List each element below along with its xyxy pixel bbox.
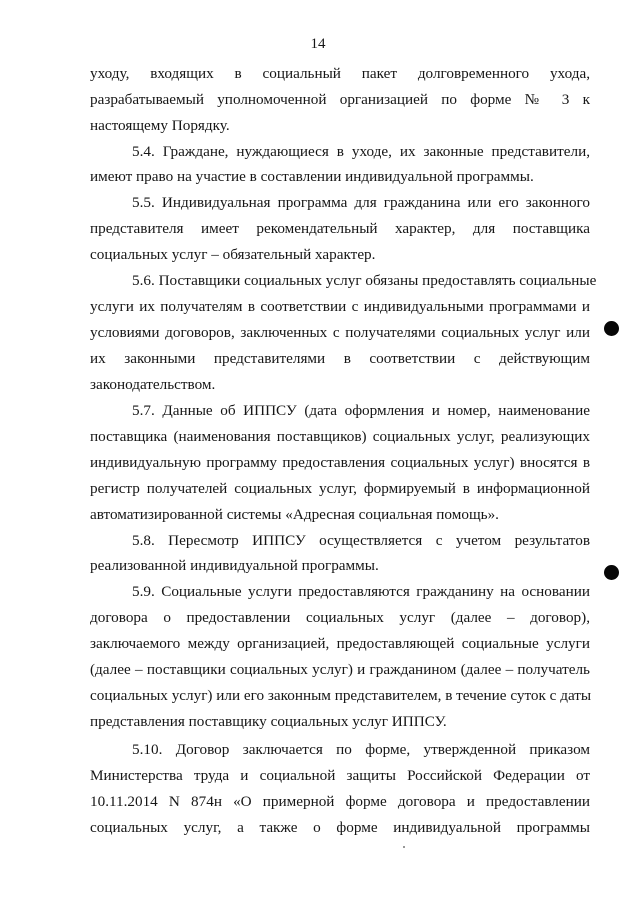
text-line: настоящему Порядку. <box>90 117 230 134</box>
text-line: 5.8. Пересмотр ИППСУ осуществляется с учетом результатов <box>132 532 590 549</box>
punch-hole-mark <box>604 565 619 580</box>
text-line: социальных услуг, а также о форме индивидуальной программы <box>90 819 590 836</box>
text-line: договора о предоставлении социальных услуг (далее – договор), <box>90 609 590 626</box>
text-line: социальных услуг – обязательный характер. <box>90 246 376 263</box>
text-line: 5.10. Договор заключается по форме, утвержденной приказом <box>132 741 590 758</box>
text-line: индивидуальную программу предоставления социальных услуг) вносятся в <box>90 454 590 471</box>
text-line: реализованной индивидуальной программы. <box>90 557 379 574</box>
text-line: Министерства труда и социальной защиты Российской Федерации от <box>90 767 590 784</box>
text-line: их законными представителями в соответствии с действующим <box>90 350 590 367</box>
text-line: 10.11.2014 N 874н «О примерной форме договора и предоставлении <box>90 793 590 810</box>
text-line: 5.4. Граждане, нуждающиеся в уходе, их законные представители, <box>132 143 590 160</box>
text-line: разрабатываемый уполномоченной организацией по форме № 3 к <box>90 91 590 108</box>
text-line: представителя имеет рекомендательный характер, для поставщика <box>90 220 590 237</box>
text-line: автоматизированной системы «Адресная социальная помощь». <box>90 506 499 523</box>
punch-hole-mark <box>604 321 619 336</box>
text-line: 5.9. Социальные услуги предоставляются гражданину на основании <box>132 583 590 600</box>
text-line: (далее – поставщики социальных услуг) и гражданином (далее – получатель <box>90 661 590 678</box>
text-line: социальных услуг) или его законным представителем, в течение суток с даты <box>90 687 592 704</box>
text-line: регистр получателей социальных услуг, формируемый в информационной <box>90 480 590 497</box>
text-line: услуги их получателям в соответствии с индивидуальными программами и <box>90 298 590 315</box>
text-line: законодательством. <box>90 376 216 393</box>
text-line: 5.6. Поставщики социальных услуг обязаны предоставлять социальные <box>132 272 597 289</box>
text-line: уходу, входящих в социальный пакет долговременного ухода, <box>90 65 590 82</box>
text-line: имеют право на участие в составлении индивидуальной программы. <box>90 168 534 185</box>
text-line: 5.7. Данные об ИППСУ (дата оформления и номер, наименование <box>132 402 590 419</box>
text-line: поставщика (наименования поставщиков) социальных услуг, реализующих <box>90 428 590 445</box>
text-line: представления поставщику социальных услуг ИППСУ. <box>90 713 447 730</box>
text-line: заключаемого между организацией, предоставляющей социальные услуги <box>90 635 590 652</box>
page-number: 14 <box>310 36 326 52</box>
scan-speck <box>403 846 405 848</box>
text-line: условиями договоров, заключенных с получателями социальных услуг или <box>90 324 590 341</box>
text-line: 5.5. Индивидуальная программа для гражданина или его законного <box>132 194 590 211</box>
